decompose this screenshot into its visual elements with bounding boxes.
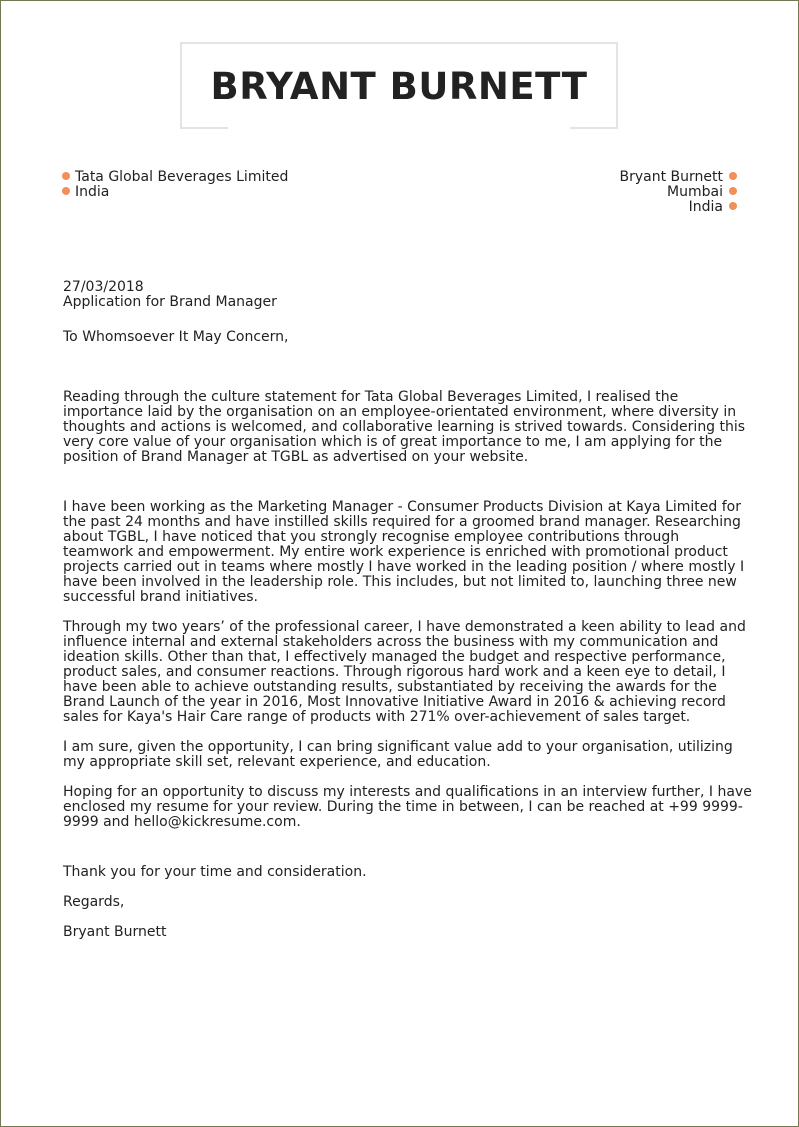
recipient-country: India bbox=[75, 184, 110, 200]
letter-date: 27/03/2018 bbox=[63, 279, 144, 295]
recipient-address bbox=[62, 170, 288, 200]
name-header-box bbox=[180, 42, 618, 128]
letter-thanks: Thank you for your time and consideration. bbox=[63, 864, 367, 880]
bullet-dot-icon bbox=[729, 202, 737, 210]
bullet-dot-icon bbox=[729, 187, 737, 195]
name-box-border-right bbox=[570, 127, 618, 129]
bullet-dot-icon bbox=[62, 187, 70, 195]
sender-country: India bbox=[688, 199, 723, 215]
sender-address bbox=[620, 170, 738, 215]
letter-body bbox=[63, 280, 753, 940]
letter-paragraph: I have been working as the Marketing Manager - Consumer Products Division at Kaya Limited for the past 24 months and have instilled skills required for a groomed brand manager. Researching about TGBL, I have noticed that you strongly recognise employee contributions through teamwork and empowerment. My entire work experience is enriched with promotional product projects carried out in teams where mostly I have worked in the leading position / where mostly I have been involved in the leadership role. This includes, but not limited to, launching three new successful brand initiatives. bbox=[63, 499, 745, 605]
name-box-border-left bbox=[180, 127, 228, 129]
letter-salutation: To Whomsoever It May Concern, bbox=[63, 329, 289, 345]
letter-paragraph: I am sure, given the opportunity, I can bring significant value add to your organisation, utilizing my appropriate skill set, relevant experience, and education. bbox=[63, 739, 733, 770]
letter-closing: Regards, bbox=[63, 894, 125, 910]
letter-subject: Application for Brand Manager bbox=[63, 294, 277, 310]
recipient-country-row bbox=[62, 185, 288, 200]
letter-paragraph: Through my two years’ of the professional career, I have demonstrated a keen ability to lead and influence internal and external stakeholders across the business with my communication and ideation skills. Other than that, I effectively managed the budget and respective performance, product sales, and consumer reactions. Through rigorous hard work and a keen eye to detail, I have been able to achieve outstanding results, substantiated by receiving the awards for the Brand Launch of the year in 2016, Most Innovative Initiative Award in 2016 & achieving record sales for Kaya's Hair Care range of products with 271% over-achievement of sales target. bbox=[63, 619, 746, 725]
recipient-company-row bbox=[62, 170, 288, 185]
sender-name-row bbox=[620, 170, 738, 185]
sender-city-row bbox=[620, 185, 738, 200]
letter-paragraph: Hoping for an opportunity to discuss my interests and qualifications in an interview further, I have enclosed my resume for your review. During the time in between, I can be reached at +99 9999-9999 and hello@kickresume.com. bbox=[63, 784, 752, 830]
letter-signature: Bryant Burnett bbox=[63, 924, 167, 940]
sender-country-row bbox=[620, 200, 738, 215]
sender-city: Mumbai bbox=[667, 184, 723, 200]
letter-paragraph: Reading through the culture statement for Tata Global Beverages Limited, I realised the importance laid by the organisation on an employee-orientated environment, where diversity in thoughts and actions is welcomed, and collaborative learning is strived towards. Considering this very core value of your organisation which is of great importance to me, I am applying for the position of Brand Manager at TGBL as advertised on your website. bbox=[63, 389, 746, 465]
recipient-company: Tata Global Beverages Limited bbox=[75, 169, 289, 185]
sender-name: Bryant Burnett bbox=[619, 169, 723, 185]
applicant-name: BRYANT BURNETT bbox=[210, 65, 588, 108]
bullet-dot-icon bbox=[62, 172, 70, 180]
bullet-dot-icon bbox=[729, 172, 737, 180]
